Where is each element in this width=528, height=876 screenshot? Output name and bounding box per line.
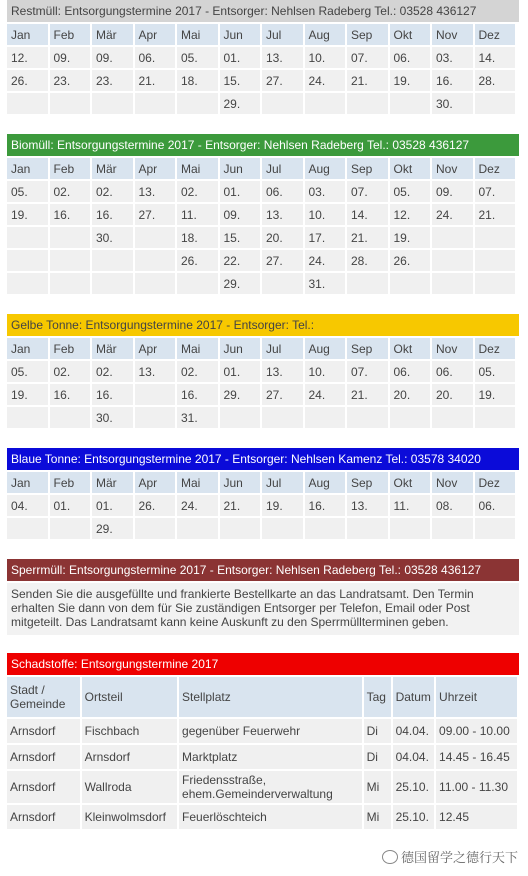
date-cell (347, 407, 388, 428)
date-cell (347, 518, 388, 539)
date-cell: 20. (390, 384, 431, 405)
date-cell: 13. (135, 361, 176, 382)
month-header: Aug (305, 158, 346, 179)
date-cell (475, 518, 516, 539)
table-cell: 12.45 (436, 805, 517, 829)
date-cell: 29. (220, 93, 261, 114)
table-row (7, 745, 517, 769)
month-header-row (7, 472, 515, 493)
section-biomuell (7, 134, 519, 296)
date-cell: 08. (432, 495, 473, 516)
sperrmuell-note: Senden Sie die ausgefüllte und frankierte Bestellkarte an das Landratsamt. Den Termin erhalten Sie dann von dem für Sie zuständigen Entsorger per Telefon, Email oder Post mitgeteilt. Das Landratsamt kann keine Auskunft zu den Sperrmüllterminen geben. (7, 583, 519, 635)
date-cell: 30. (432, 93, 473, 114)
date-cell (92, 250, 133, 271)
date-row (7, 93, 515, 114)
date-cell: 21. (475, 204, 516, 225)
date-cell (7, 227, 48, 248)
date-cell (7, 407, 48, 428)
date-cell: 30. (92, 407, 133, 428)
date-cell: 16. (50, 204, 91, 225)
month-header: Aug (305, 24, 346, 45)
date-cell: 05. (7, 181, 48, 202)
table-cell: gegenüber Feuerwehr (179, 719, 362, 743)
date-cell: 28. (347, 250, 388, 271)
date-cell (50, 93, 91, 114)
month-header: Jan (7, 472, 48, 493)
date-cell (390, 93, 431, 114)
month-header: Sep (347, 24, 388, 45)
date-row (7, 361, 515, 382)
section-title: Restmüll: Entsorgungstermine 2017 - Entsorger: Nehlsen Radeberg Tel.: 03528 436127 (7, 0, 519, 22)
date-cell: 18. (177, 70, 218, 91)
date-row (7, 47, 515, 68)
date-cell (305, 93, 346, 114)
column-header: Stellplatz (179, 677, 362, 717)
month-header: Nov (432, 158, 473, 179)
column-header: Tag (364, 677, 391, 717)
date-cell (50, 250, 91, 271)
page (7, 0, 519, 849)
date-cell: 29. (220, 273, 261, 294)
date-cell: 16. (92, 204, 133, 225)
date-cell: 05. (390, 181, 431, 202)
month-header: Mai (177, 158, 218, 179)
date-cell: 06. (390, 47, 431, 68)
date-cell (347, 273, 388, 294)
date-cell (135, 93, 176, 114)
date-cell: 09. (432, 181, 473, 202)
date-row (7, 273, 515, 294)
date-row (7, 204, 515, 225)
date-cell: 10. (305, 47, 346, 68)
date-cell (135, 384, 176, 405)
month-header: Dez (475, 472, 516, 493)
date-cell: 20. (432, 384, 473, 405)
date-cell (262, 93, 303, 114)
month-header: Jun (220, 24, 261, 45)
month-header: Dez (475, 338, 516, 359)
date-cell: 16. (50, 384, 91, 405)
table-cell: Friedensstraße, ehem.Gemeinderverwaltung (179, 771, 362, 803)
date-cell: 28. (475, 70, 516, 91)
date-cell (50, 227, 91, 248)
date-cell: 27. (135, 204, 176, 225)
date-row (7, 407, 515, 428)
date-cell: 02. (92, 361, 133, 382)
date-cell: 16. (305, 495, 346, 516)
table-cell: Kleinwolmsdorf (82, 805, 177, 829)
section-title: Gelbe Tonne: Entsorgungstermine 2017 - Entsorger: Tel.: (7, 314, 519, 336)
month-header-row (7, 338, 515, 359)
month-header: Nov (432, 472, 473, 493)
date-cell: 23. (50, 70, 91, 91)
date-cell (135, 407, 176, 428)
table-row (7, 771, 517, 803)
date-cell: 26. (135, 495, 176, 516)
date-cell: 15. (220, 70, 261, 91)
date-cell (432, 227, 473, 248)
date-row (7, 227, 515, 248)
date-row (7, 70, 515, 91)
date-cell: 07. (475, 181, 516, 202)
date-cell (7, 273, 48, 294)
table-cell: Arnsdorf (7, 771, 80, 803)
date-cell: 13. (135, 181, 176, 202)
month-header: Feb (50, 24, 91, 45)
watermark-text: 德国留学之德行天下 (400, 850, 518, 865)
date-row (7, 250, 515, 271)
month-header: Jul (262, 472, 303, 493)
month-header: Jul (262, 158, 303, 179)
date-cell: 09. (92, 47, 133, 68)
table-cell: Arnsdorf (7, 745, 80, 769)
date-cell: 07. (347, 181, 388, 202)
month-header: Jul (262, 24, 303, 45)
date-cell: 16. (177, 384, 218, 405)
section-restmuell (7, 0, 519, 116)
date-cell: 14. (347, 204, 388, 225)
date-cell: 09. (50, 47, 91, 68)
date-cell (390, 407, 431, 428)
date-cell: 04. (7, 495, 48, 516)
table-cell: 04.04. (393, 719, 434, 743)
month-header: Jan (7, 158, 48, 179)
date-cell: 27. (262, 384, 303, 405)
date-row (7, 518, 515, 539)
section-blaue-tonne (7, 448, 519, 541)
month-header: Dez (475, 158, 516, 179)
date-cell: 21. (347, 227, 388, 248)
month-header: Apr (135, 158, 176, 179)
date-cell (390, 518, 431, 539)
month-header: Mai (177, 338, 218, 359)
date-cell (305, 518, 346, 539)
month-header: Dez (475, 24, 516, 45)
watermark (382, 847, 518, 866)
date-cell: 02. (177, 181, 218, 202)
date-cell: 21. (135, 70, 176, 91)
table-row (7, 719, 517, 743)
date-cell: 16. (92, 384, 133, 405)
date-cell (475, 250, 516, 271)
section-gelbe-tonne (7, 314, 519, 430)
date-cell: 02. (92, 181, 133, 202)
section-sperrmuell (7, 559, 519, 635)
date-cell (135, 227, 176, 248)
month-header: Sep (347, 338, 388, 359)
month-header: Mai (177, 24, 218, 45)
date-cell: 21. (347, 384, 388, 405)
table-cell: Di (364, 719, 391, 743)
calendar-table (5, 336, 517, 430)
date-cell: 05. (7, 361, 48, 382)
date-cell: 03. (432, 47, 473, 68)
month-header: Jun (220, 158, 261, 179)
table-row (7, 805, 517, 829)
date-cell: 26. (177, 250, 218, 271)
month-header: Jan (7, 338, 48, 359)
table-cell: Feuerlöschteich (179, 805, 362, 829)
date-cell: 03. (305, 181, 346, 202)
section-schadstoffe (7, 653, 519, 831)
date-cell: 21. (220, 495, 261, 516)
month-header: Feb (50, 158, 91, 179)
month-header: Mär (92, 472, 133, 493)
month-header: Mär (92, 24, 133, 45)
date-cell (262, 273, 303, 294)
section-title: Sperrmüll: Entsorgungstermine 2017 - Entsorger: Nehlsen Radeberg Tel.: 03528 436127 (7, 559, 519, 581)
date-cell: 19. (475, 384, 516, 405)
date-cell: 19. (390, 227, 431, 248)
date-cell: 20. (262, 227, 303, 248)
date-cell: 13. (262, 47, 303, 68)
date-cell: 15. (220, 227, 261, 248)
date-cell (135, 273, 176, 294)
month-header: Feb (50, 338, 91, 359)
month-header: Aug (305, 338, 346, 359)
date-cell (475, 273, 516, 294)
date-cell (177, 518, 218, 539)
date-cell: 02. (50, 181, 91, 202)
schadstoffe-header-row (7, 677, 517, 717)
date-cell: 05. (177, 47, 218, 68)
date-cell: 26. (7, 70, 48, 91)
date-cell: 07. (347, 47, 388, 68)
date-cell: 10. (305, 204, 346, 225)
date-cell: 19. (7, 384, 48, 405)
date-cell: 01. (220, 47, 261, 68)
month-header: Jun (220, 472, 261, 493)
date-cell: 06. (262, 181, 303, 202)
date-row (7, 181, 515, 202)
date-cell (50, 407, 91, 428)
date-cell: 02. (50, 361, 91, 382)
date-cell: 30. (92, 227, 133, 248)
table-cell: Wallroda (82, 771, 177, 803)
month-header: Aug (305, 472, 346, 493)
calendar-table (5, 22, 517, 116)
month-header: Sep (347, 472, 388, 493)
date-cell: 19. (262, 495, 303, 516)
wechat-icon (382, 850, 398, 864)
date-cell: 06. (432, 361, 473, 382)
date-cell: 27. (262, 250, 303, 271)
date-cell: 31. (177, 407, 218, 428)
date-cell (92, 93, 133, 114)
date-cell (262, 407, 303, 428)
calendar-table (5, 470, 517, 541)
date-cell: 17. (305, 227, 346, 248)
date-cell (50, 518, 91, 539)
date-cell: 01. (92, 495, 133, 516)
month-header-row (7, 24, 515, 45)
date-row (7, 495, 515, 516)
date-cell (262, 518, 303, 539)
date-cell (7, 250, 48, 271)
date-cell: 07. (347, 361, 388, 382)
month-header: Apr (135, 24, 176, 45)
date-row (7, 384, 515, 405)
date-cell (305, 407, 346, 428)
date-cell: 19. (390, 70, 431, 91)
month-header: Feb (50, 472, 91, 493)
month-header: Jun (220, 338, 261, 359)
date-cell: 24. (305, 250, 346, 271)
month-header: Mai (177, 472, 218, 493)
date-cell: 29. (92, 518, 133, 539)
date-cell (177, 273, 218, 294)
date-cell: 11. (390, 495, 431, 516)
month-header: Jan (7, 24, 48, 45)
date-cell: 05. (475, 361, 516, 382)
date-cell: 24. (305, 70, 346, 91)
month-header: Okt (390, 158, 431, 179)
date-cell: 11. (177, 204, 218, 225)
month-header: Jul (262, 338, 303, 359)
column-header: Datum (393, 677, 434, 717)
month-header: Mär (92, 158, 133, 179)
date-cell (220, 407, 261, 428)
month-header-row (7, 158, 515, 179)
date-cell: 13. (347, 495, 388, 516)
date-cell: 14. (475, 47, 516, 68)
date-cell (135, 518, 176, 539)
table-cell: 09.00 - 10.00 (436, 719, 517, 743)
column-header: Uhrzeit (436, 677, 517, 717)
column-header: Ortsteil (82, 677, 177, 717)
date-cell: 02. (177, 361, 218, 382)
table-cell: Arnsdorf (7, 805, 80, 829)
date-cell (177, 93, 218, 114)
date-cell: 12. (390, 204, 431, 225)
date-cell: 06. (390, 361, 431, 382)
date-cell: 23. (92, 70, 133, 91)
table-cell: Arnsdorf (82, 745, 177, 769)
date-cell (475, 227, 516, 248)
date-cell: 13. (262, 361, 303, 382)
date-cell (432, 250, 473, 271)
date-cell: 24. (177, 495, 218, 516)
section-title: Blaue Tonne: Entsorgungstermine 2017 - Entsorger: Nehlsen Kamenz Tel.: 03578 34020 (7, 448, 519, 470)
date-cell: 16. (432, 70, 473, 91)
table-cell: Mi (364, 771, 391, 803)
date-cell: 27. (262, 70, 303, 91)
table-cell: 11.00 - 11.30 (436, 771, 517, 803)
date-cell (7, 93, 48, 114)
month-header: Okt (390, 24, 431, 45)
date-cell: 31. (305, 273, 346, 294)
date-cell (135, 250, 176, 271)
date-cell (475, 93, 516, 114)
month-header: Apr (135, 338, 176, 359)
month-header: Nov (432, 338, 473, 359)
date-cell: 29. (220, 384, 261, 405)
date-cell (475, 407, 516, 428)
section-title: Schadstoffe: Entsorgungstermine 2017 (7, 653, 519, 675)
date-cell: 18. (177, 227, 218, 248)
table-cell: Arnsdorf (7, 719, 80, 743)
table-cell: 25.10. (393, 805, 434, 829)
month-header: Nov (432, 24, 473, 45)
date-cell (432, 518, 473, 539)
month-header: Apr (135, 472, 176, 493)
date-cell: 09. (220, 204, 261, 225)
date-cell: 06. (475, 495, 516, 516)
calendar-table (5, 156, 517, 296)
table-cell: 25.10. (393, 771, 434, 803)
table-cell: Fischbach (82, 719, 177, 743)
date-cell: 24. (432, 204, 473, 225)
date-cell (92, 273, 133, 294)
date-cell (390, 273, 431, 294)
date-cell (347, 93, 388, 114)
date-cell: 06. (135, 47, 176, 68)
date-cell: 01. (50, 495, 91, 516)
table-cell: 14.45 - 16.45 (436, 745, 517, 769)
table-cell: Marktplatz (179, 745, 362, 769)
schadstoffe-table (5, 675, 519, 831)
date-cell: 01. (220, 361, 261, 382)
date-cell (220, 518, 261, 539)
date-cell: 10. (305, 361, 346, 382)
month-header: Okt (390, 338, 431, 359)
month-header: Sep (347, 158, 388, 179)
date-cell: 21. (347, 70, 388, 91)
date-cell: 01. (220, 181, 261, 202)
date-cell (432, 273, 473, 294)
date-cell: 26. (390, 250, 431, 271)
table-cell: Di (364, 745, 391, 769)
date-cell: 12. (7, 47, 48, 68)
date-cell: 19. (7, 204, 48, 225)
month-header: Okt (390, 472, 431, 493)
column-header: Stadt / Gemeinde (7, 677, 80, 717)
month-header: Mär (92, 338, 133, 359)
date-cell (7, 518, 48, 539)
table-cell: 04.04. (393, 745, 434, 769)
date-cell (432, 407, 473, 428)
section-title: Biomüll: Entsorgungstermine 2017 - Entsorger: Nehlsen Radeberg Tel.: 03528 436127 (7, 134, 519, 156)
date-cell: 22. (220, 250, 261, 271)
table-cell: Mi (364, 805, 391, 829)
date-cell: 13. (262, 204, 303, 225)
date-cell (50, 273, 91, 294)
date-cell: 24. (305, 384, 346, 405)
